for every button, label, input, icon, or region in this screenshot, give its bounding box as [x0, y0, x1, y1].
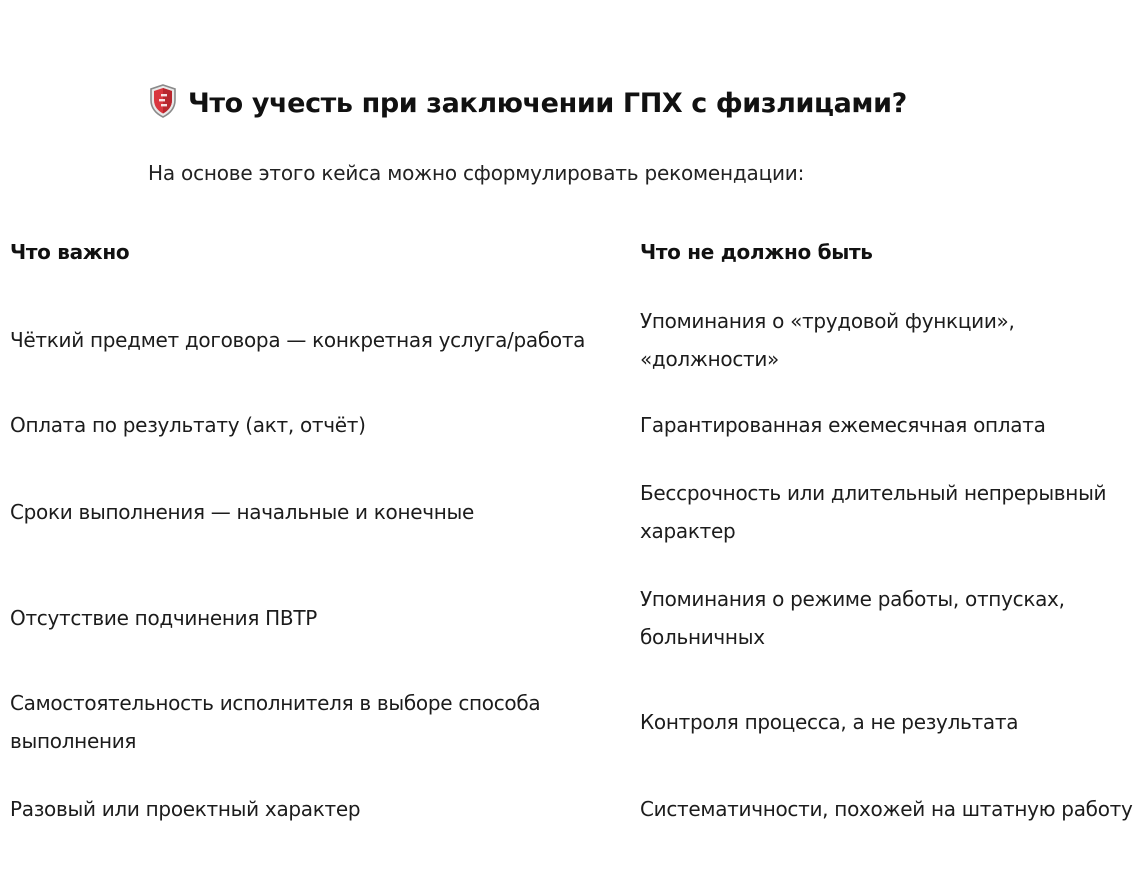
table-cell-important: Сроки выполнения — начальные и конечные	[10, 500, 475, 524]
table-cell-important: Чёткий предмет договора — конкретная услуга/работа	[10, 328, 586, 352]
table-cell-should-not-be: Контроля процесса, а не результата	[640, 710, 1019, 734]
table-cell-important: Разовый или проектный характер	[10, 797, 361, 821]
page-title: Что учесть при заключении ГПХ с физлицами?	[188, 88, 907, 119]
table-cell-important: Отсутствие подчинения ПВТР	[10, 606, 318, 630]
intro-text: На основе этого кейса можно сформулировать рекомендации:	[148, 161, 805, 185]
table-cell-should-not-be: Систематичности, похожей на штатную работу	[640, 797, 1133, 821]
shield-icon	[148, 83, 178, 119]
table-cell-should-not-be: Упоминания о режиме работы, отпусках, больничных	[640, 587, 1065, 649]
column-header-important: Что важно	[10, 240, 130, 264]
column-header-should-not-be: Что не должно быть	[640, 240, 873, 264]
table-cell-important: Оплата по результату (акт, отчёт)	[10, 413, 366, 437]
table-cell-should-not-be: Упоминания о «трудовой функции», «должности»	[640, 309, 1015, 371]
table-cell-important: Самостоятельность исполнителя в выборе способа выполнения	[10, 691, 541, 753]
table-cell-should-not-be: Гарантированная ежемесячная оплата	[640, 413, 1046, 437]
table-cell-should-not-be: Бессрочность или длительный непрерывный характер	[640, 481, 1107, 543]
section-heading	[148, 88, 907, 119]
